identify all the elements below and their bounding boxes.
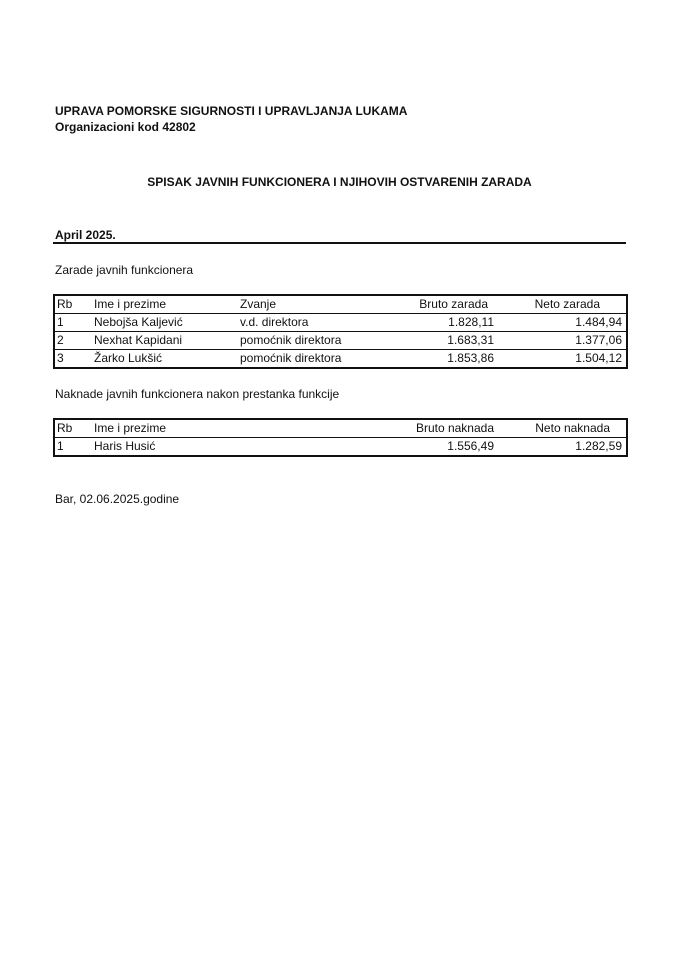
section-salaries-heading: Zarade javnih funkcionera (55, 263, 194, 277)
place-and-date: Bar, 02.06.2025.godine (55, 492, 180, 506)
column-header-gross: Bruto zarada (362, 295, 498, 314)
row-gross: 1.683,31 (362, 332, 498, 350)
period-divider (53, 242, 626, 244)
table-row (54, 438, 627, 457)
row-title: v.d. direktora (238, 314, 362, 332)
table-header-row (54, 419, 627, 438)
row-title: pomoćnik direktora (240, 351, 342, 365)
row-net: 1.377,06 (498, 332, 627, 350)
table-row (54, 350, 627, 369)
row-name: Nebojša Kaljević (92, 314, 238, 332)
column-header-name: Ime i prezime (92, 419, 362, 438)
column-header-title: Zvanje (238, 295, 362, 314)
row-net: 1.282,59 (575, 439, 622, 453)
row-gross: 1.556,49 (447, 439, 494, 453)
row-rb: 1 (54, 314, 92, 332)
row-name: Nexhat Kapidani (92, 332, 238, 350)
salaries-table (53, 294, 628, 369)
column-header-rb: Rb (54, 295, 92, 314)
row-net: 1.484,94 (498, 314, 627, 332)
document-title: SPISAK JAVNIH FUNKCIONERA I NJIHOVIH OSTVARENIH ZARADA (147, 175, 532, 189)
column-header-gross: Bruto naknada (362, 419, 498, 438)
compensation-table (53, 418, 628, 457)
row-rb: 3 (57, 351, 64, 365)
row-gross: 1.853,86 (447, 351, 494, 365)
row-name: Haris Husić (94, 439, 156, 453)
row-title: pomoćnik direktora (238, 332, 362, 350)
row-gross: 1.828,11 (362, 314, 498, 332)
report-period: April 2025. (55, 228, 116, 242)
section-compensation-heading: Naknade javnih funkcionera nakon prestanka funkcije (55, 387, 340, 401)
column-header-net: Neto zarada (498, 295, 627, 314)
table-header-row (54, 295, 627, 314)
column-header-net: Neto naknada (498, 419, 627, 438)
column-header-name: Ime i prezime (92, 295, 238, 314)
row-name: Žarko Lukšić (94, 351, 163, 365)
organization-header (55, 103, 407, 135)
row-rb: 1 (57, 439, 64, 453)
column-header-rb: Rb (54, 419, 92, 438)
organization-name: UPRAVA POMORSKE SIGURNOSTI I UPRAVLJANJA LUKAMA (55, 104, 408, 118)
organization-code: Organizacioni kod 42802 (55, 120, 196, 134)
row-net: 1.504,12 (575, 351, 622, 365)
row-rb: 2 (54, 332, 92, 350)
table-row (54, 332, 627, 350)
table-row (54, 314, 627, 332)
